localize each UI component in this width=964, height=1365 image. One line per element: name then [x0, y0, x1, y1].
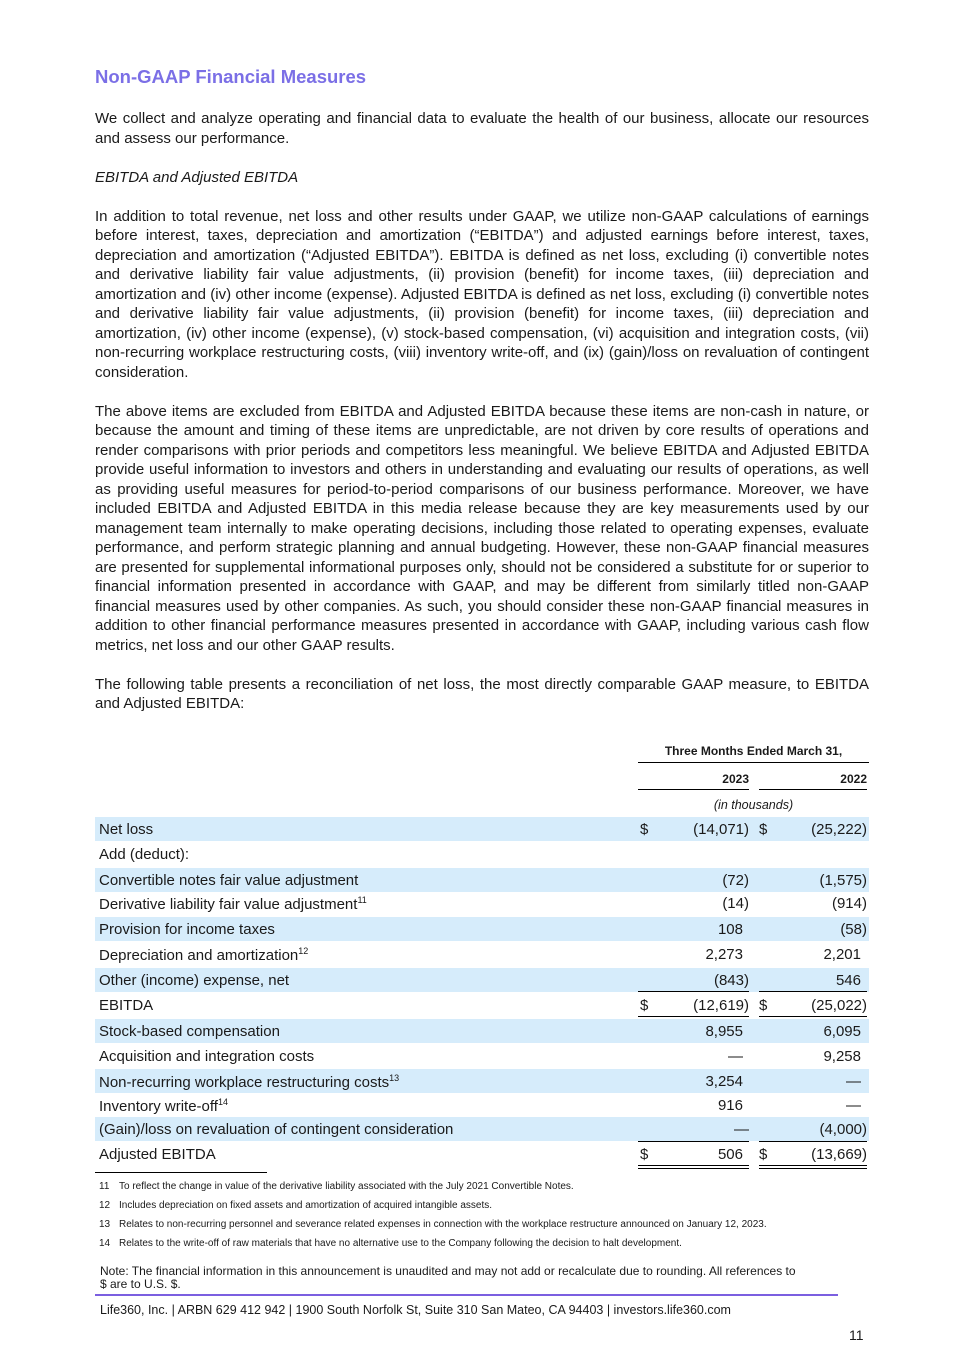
subtotal-rule — [638, 991, 749, 992]
row-label: Convertible notes fair value adjustment — [99, 872, 359, 889]
rounding-note: Note: The financial information in this announcement is unaudited and may not add or recalculate due to rounding. All references to $ are to U.S. $. — [100, 1264, 796, 1291]
year-header-2023: 2023 — [638, 772, 749, 790]
value-2022: (58) — [840, 921, 867, 938]
year-header-2022: 2022 — [759, 772, 867, 790]
footnote-separator — [95, 1172, 267, 1173]
value-2022: (914) — [831, 895, 867, 912]
value-2022: (4,000) — [819, 1121, 867, 1138]
value-2022: — — [846, 1097, 861, 1114]
row-label: Net loss — [99, 821, 154, 838]
row-label: Acquisition and integration costs — [99, 1048, 315, 1065]
table-row-restructuring — [95, 1069, 869, 1093]
footnote-text: Relates to the write-off of raw materials that have no alternative use to the Company following the decision to halt development. — [119, 1238, 682, 1249]
value-2023: 3,254 — [705, 1073, 743, 1090]
footnote — [99, 1219, 869, 1238]
table-row-acquisition — [95, 1044, 869, 1068]
value-2022: — — [846, 1073, 861, 1090]
table-row-derivative-liability — [95, 891, 869, 915]
table-row-depreciation — [95, 942, 869, 966]
currency-symbol: $ — [759, 821, 768, 838]
footnote-ref: 12 — [298, 946, 309, 956]
grand-total-rule — [759, 1165, 867, 1169]
value-2022: 546 — [835, 972, 861, 989]
total-rule — [638, 1016, 749, 1017]
value-2023: 916 — [717, 1097, 743, 1114]
table-row-inventory — [95, 1093, 869, 1117]
footnote-ref: 14 — [217, 1097, 228, 1107]
table-row-stock-comp — [95, 1019, 869, 1043]
value-2023: 506 — [717, 1146, 743, 1163]
footnote — [99, 1181, 869, 1200]
value-2022: (1,575) — [819, 872, 867, 889]
intro-paragraph: We collect and analyze operating and financial data to evaluate the health of our business, allocate our resources and assess our performance. — [95, 110, 869, 147]
footnotes — [99, 1181, 869, 1257]
value-2023: 8,955 — [705, 1023, 743, 1040]
currency-symbol: $ — [640, 821, 649, 838]
value-2023: — — [734, 1121, 749, 1138]
value-2023: (843) — [713, 972, 749, 989]
footnote-text: To reflect the change in value of the derivative liability associated with the July 2021 Convertible Notes. — [119, 1181, 574, 1192]
row-label: (Gain)/loss on revaluation of contingent consideration — [99, 1121, 454, 1138]
value-2022: 2,201 — [823, 946, 861, 963]
currency-symbol: $ — [640, 997, 649, 1014]
table-row-adjusted-ebitda — [95, 1142, 869, 1166]
value-2023: — — [728, 1048, 743, 1065]
value-2023: (12,619) — [693, 997, 749, 1014]
table-row-net-loss — [95, 817, 869, 841]
footnote-number: 14 — [99, 1238, 111, 1249]
table-row-income-taxes — [95, 917, 869, 941]
row-label: Derivative liability fair value adjustment$^{11}$ — [99, 895, 367, 913]
row-label: Depreciation and amortization$^{12}$ — [99, 946, 309, 964]
company-footer: Life360, Inc. | ARBN 629 412 942 | 1900 South Norfolk St, Suite 310 San Mateo, CA 94403 | investors.life360.com — [100, 1303, 731, 1317]
table-row-convertible-notes — [95, 868, 869, 892]
value-2022: (25,222) — [811, 821, 867, 838]
page-number: 11 — [849, 1327, 864, 1343]
value-2022: 9,258 — [823, 1048, 861, 1065]
period-header: Three Months Ended March 31, — [638, 744, 869, 763]
table-row-other-income — [95, 968, 869, 992]
definition-paragraph: In addition to total revenue, net loss and other results under GAAP, we utilize non-GAAP calculations of earnings before interest, taxes, depreciation and amortization (“EBITDA”) and adjusted earnings before interest, taxes, depreciation and amortization (“Adjusted EBITDA”). EBITDA is defined as net loss, excluding (i) convertible notes and derivative liability fair value adjustments, (ii) provision (benefit) for income taxes, (iii) depreciation and amortization and (iv) other income (expense). Adjusted EBITDA is defined as net loss, excluding (i) convertible notes and derivative liability fair value adjustments, (ii) provision (benefit) for income taxes, (iii) depreciation and amortization, (iv) other income (expense), (v) stock-based compensation, (vi) acquisition and integration costs, (vii) non-recurring workplace restructuring costs, (viii) inventory write-off, and (ix) (gain)/loss on revaluation of contingent consideration. — [95, 207, 869, 381]
row-label: Stock-based compensation — [99, 1023, 280, 1040]
value-2022: 6,095 — [823, 1023, 861, 1040]
footnote-number: 13 — [99, 1219, 111, 1230]
footnote-ref: 11 — [357, 895, 367, 905]
footnote-text: Relates to non-recurring personnel and severance related expenses in connection with the workplace restructure announced on January 12, 2023. — [119, 1219, 767, 1230]
table-row-ebitda — [95, 993, 869, 1017]
table-intro-paragraph: The following table presents a reconciliation of net loss, the most directly comparable GAAP measure, to EBITDA and Adjusted EBITDA: — [95, 675, 869, 712]
rationale-paragraph: The above items are excluded from EBITDA and Adjusted EBITDA because these items are non-cash in nature, or because the amount and timing of these items are unpredictable, are not driven by core results of operations and render comparisons with prior periods and competitors less meaningful. We believe EBITDA and Adjusted EBITDA provide useful information to investors and others in understanding and evaluating our results of operations, as well as providing useful measures for period-to-period comparisons of our business performance. Moreover, we have included EBITDA and Adjusted EBITDA in this media release because they are key measurements used by our management team internally to make operating decisions, including those related to operating expenses, evaluate performance, and perform strategic planning and annual budgeting. However, these non-GAAP financial measures are presented for supplemental informational purposes only, should not be considered a substitute for or superior to financial information presented in accordance with GAAP, and may be different from similarly titled non-GAAP financial measures used by other companies. As such, you should consider these non-GAAP financial measures in addition to other financial performance measures presented in accordance with GAAP, including various cash flow metrics, net loss and our other GAAP results. — [95, 402, 869, 654]
total-rule — [759, 1016, 867, 1017]
subtotal-rule — [759, 991, 867, 992]
row-label: Inventory write-off$^{14}$ — [99, 1097, 228, 1115]
value-2023: 108 — [717, 921, 743, 938]
value-2023: (14) — [722, 895, 749, 912]
row-label: Add (deduct): — [99, 846, 190, 863]
footer-divider — [95, 1294, 838, 1296]
value-2023: (72) — [722, 872, 749, 889]
footnote-number: 12 — [99, 1200, 111, 1211]
units-label: (in thousands) — [713, 798, 794, 812]
row-label: Adjusted EBITDA — [99, 1146, 216, 1163]
value-2023: (14,071) — [693, 821, 749, 838]
value-2022: (13,669) — [811, 1146, 867, 1163]
row-label: Provision for income taxes — [99, 921, 275, 938]
value-2022: (25,022) — [811, 997, 867, 1014]
footnote-text: Includes depreciation on fixed assets and amortization of acquired intangible assets. — [119, 1200, 493, 1211]
table-row-contingent — [95, 1117, 869, 1141]
row-label: EBITDA — [99, 997, 154, 1014]
value-2023: 2,273 — [705, 946, 743, 963]
page-title: Non-GAAP Financial Measures — [95, 66, 367, 87]
table-row-add-deduct — [95, 842, 869, 866]
footnote-number: 11 — [99, 1181, 110, 1192]
section-subheading: EBITDA and Adjusted EBITDA — [95, 168, 299, 186]
row-label: Other (income) expense, net — [99, 972, 290, 989]
footnote — [99, 1200, 869, 1219]
footnote-ref: 13 — [389, 1073, 400, 1083]
page-body — [95, 66, 869, 714]
footnote — [99, 1238, 869, 1257]
currency-symbol: $ — [759, 997, 768, 1014]
grand-total-rule — [638, 1165, 749, 1169]
currency-symbol: $ — [759, 1146, 768, 1163]
row-label: Non-recurring workplace restructuring costs$^{13}$ — [99, 1073, 400, 1091]
currency-symbol: $ — [640, 1146, 649, 1163]
